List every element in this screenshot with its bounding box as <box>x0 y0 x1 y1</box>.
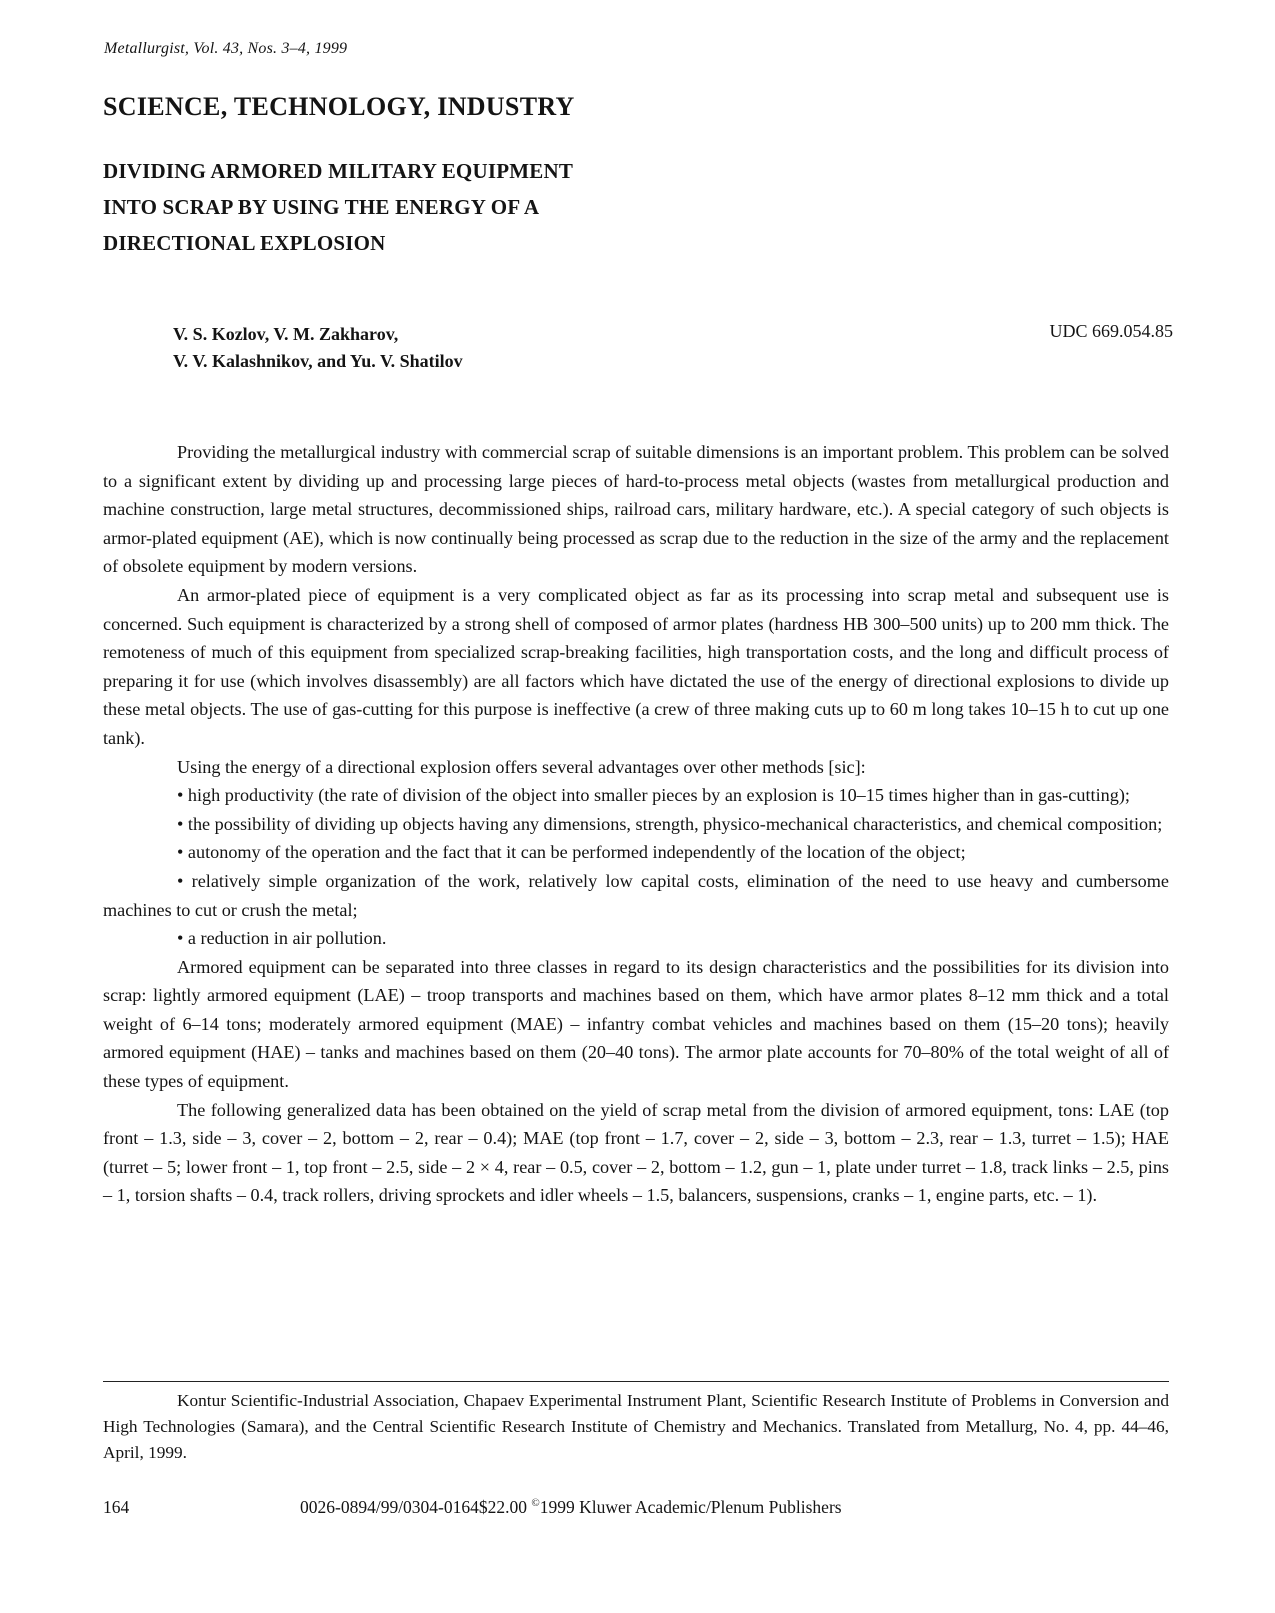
article-title-line: INTO SCRAP BY USING THE ENERGY OF A <box>103 195 540 219</box>
body-paragraph: Using the energy of a directional explosion offers several advantages over other methods [sic]: <box>177 756 866 777</box>
author-line: V. S. Kozlov, V. M. Zakharov, <box>173 324 399 344</box>
publisher: 1999 Kluwer Academic/Plenum Publishers <box>539 1497 842 1517</box>
udc-code: UDC 669.054.85 <box>1049 321 1173 341</box>
author-line: V. V. Kalashnikov, and Yu. V. Shatilov <box>173 351 463 371</box>
article-body <box>103 438 1169 1210</box>
article-title-line: DIVIDING ARMORED MILITARY EQUIPMENT <box>103 159 574 183</box>
bullet-item: • relatively simple organization of the work, relatively low capital costs, elimination of the need to use heavy and cumbersome machines to cut or crush the metal; <box>103 870 1169 920</box>
author-list <box>173 321 463 375</box>
article-title <box>103 153 743 261</box>
bullet-item: • high productivity (the rate of division of the object into smaller pieces by an explosion is 10–15 times higher than in gas-cutting); <box>177 785 1130 806</box>
bullet-item: • a reduction in air pollution. <box>177 928 387 949</box>
body-paragraph: Providing the metallurgical industry with commercial scrap of suitable dimensions is an important problem. This problem can be solved to a significant extent by dividing up and processing large pieces of hard-to-process metal objects (wastes from metallurgical production and machine construction, large metal structures, decommissioned ships, railroad cars, military hardware, etc.). A special category of such objects is armor-plated equipment (AE), which is now continually being processed as scrap due to the reduction in the size of the army and the replacement of obsolete equipment by modern versions. <box>103 442 1169 577</box>
article-code: 0026-0894/99/0304-0164$22.00 <box>300 1497 532 1517</box>
body-paragraph: An armor-plated piece of equipment is a very complicated object as far as its processing into scrap metal and subsequent use is concerned. Such equipment is characterized by a strong shell of composed of armor plates (hardness HB 300–500 units) up to 200 mm thick. The remoteness of much of this equipment from specialized scrap-breaking facilities, high transportation costs, and the long and difficult process of preparing it for use (which involves disassembly) are all factors which have dictated the use of the energy of directional explosions to divide up these metal objects. The use of gas-cutting for this purpose is ineffective (a crew of three making cuts up to 60 m long takes 10–15 h to cut up one tank). <box>103 584 1169 748</box>
journal-citation: Metallurgist, Vol. 43, Nos. 3–4, 1999 <box>104 40 348 57</box>
footnote-text: Kontur Scientific-Industrial Association, Chapaev Experimental Instrument Plant, Scientific Research Institute of Problems in Conversion and High Technologies (Samara), and the Central Scientific Research Institute of Chemistry and Mechanics. Translated from Metallurg, No. 4, pp. 44–46, April, 1999. <box>103 1391 1169 1462</box>
copyright-line <box>300 1497 842 1518</box>
article-title-line: DIRECTIONAL EXPLOSION <box>103 231 386 255</box>
bullet-item: • autonomy of the operation and the fact that it can be performed independently of the location of the object; <box>177 842 966 863</box>
page-number: 164 <box>103 1497 130 1517</box>
body-paragraph: Armored equipment can be separated into three classes in regard to its design characteristics and the possibilities for its division into scrap: lightly armored equipment (LAE) – troop transports and machines based on them, which have armor plates 8–12 mm thick and a total weight of 6–14 tons; moderately armored equipment (MAE) – infantry combat vehicles and machines based on them (15–20 tons); heavily armored equipment (HAE) – tanks and machines based on them (20–40 tons). The armor plate accounts for 70–80% of the total weight of all of these types of equipment. <box>103 956 1169 1092</box>
bullet-item: • the possibility of dividing up objects having any dimensions, strength, physico-mechanical characteristics, and chemical composition; <box>177 813 1163 834</box>
copyright-symbol: © <box>531 1497 540 1510</box>
footnote-divider <box>103 1381 1169 1382</box>
section-heading: SCIENCE, TECHNOLOGY, INDUSTRY <box>103 92 575 121</box>
affiliation-footnote <box>103 1388 1169 1466</box>
body-paragraph: The following generalized data has been obtained on the yield of scrap metal from the division of armored equipment, tons: LAE (top front – 1.3, side – 3, cover – 2, bottom – 2, rear – 0.4); MAE (top front – 1.7, cover – 2, side – 3, bottom – 2.3, rear – 1.3, turret – 1.5); HAE (turret – 5; lower front – 1, top front – 2.5, side – 2 × 4, rear – 0.5, cover – 2, bottom – 1.2, gun – 1, plate under turret – 1.8, track links – 2.5, pins – 1, torsion shafts – 0.4, track rollers, driving sprockets and idler wheels – 1.5, balancers, suspensions, cranks – 1, engine parts, etc. – 1). <box>103 1099 1169 1206</box>
